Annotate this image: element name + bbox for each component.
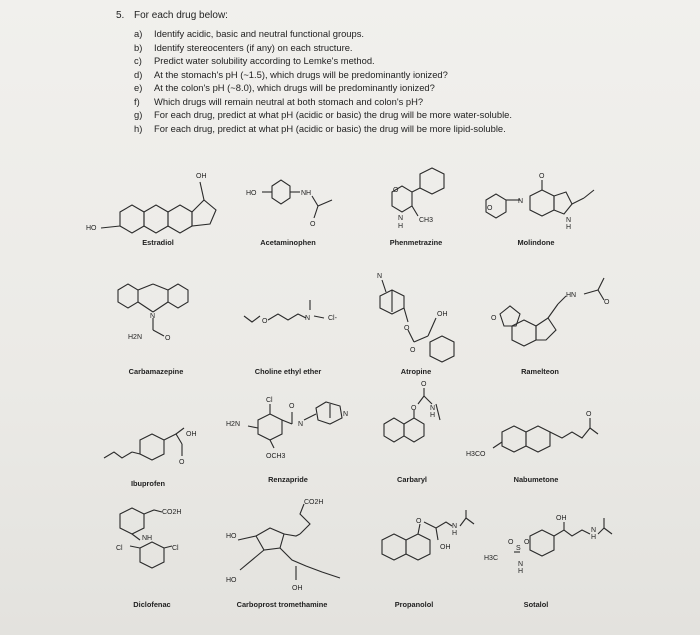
atom-label: N [398, 215, 404, 222]
atom-label: OH [186, 431, 197, 438]
atom-label: OH [292, 585, 303, 592]
drug-label: Acetaminophen [260, 238, 316, 247]
atom-label: N [305, 315, 311, 322]
carbamazepine-structure [118, 284, 188, 342]
question-header: For each drug below: [134, 10, 228, 21]
atom-label: O [410, 347, 416, 354]
phenmetrazine-structure [392, 168, 444, 230]
drug-label: Carbaryl [397, 475, 427, 484]
ibuprofen-structure [104, 428, 197, 466]
drug-label: Atropine [400, 367, 432, 376]
atom-label: Cl [116, 545, 123, 552]
drug-label: Propanolol [394, 600, 434, 609]
atom-label: O [179, 459, 185, 466]
drug-label: Ramelteon [521, 367, 559, 376]
acetaminophen-structure [246, 180, 332, 228]
question-item: e) At the colon's pH (~8.0), which drugs will be predominantly ionized? [134, 82, 435, 93]
drug-label: Molindone [517, 238, 555, 247]
atom-label: O [421, 381, 427, 388]
atom-label: H3C [484, 555, 499, 562]
carbaryl-structure [384, 381, 440, 442]
atom-label: H [398, 223, 404, 230]
diclofenac-structure [116, 508, 181, 568]
atom-label: H [591, 534, 597, 541]
atom-label: Cl [266, 397, 273, 404]
atom-label: HN [566, 292, 577, 299]
atom-label: N [591, 527, 597, 534]
drug-label: Carbamazepine [128, 367, 184, 376]
atom-label: O [262, 318, 268, 325]
atom-label: Cl- [328, 315, 337, 322]
atom-label: HO [246, 190, 257, 197]
question-number: 5. [116, 10, 125, 21]
atom-label: N [518, 198, 524, 205]
atom-label: O [487, 205, 493, 212]
drug-label: Phenmetrazine [389, 238, 443, 247]
drug-label: Sotalol [523, 600, 549, 609]
drug-label: Diclofenac [133, 600, 171, 609]
atom-label: O [604, 299, 610, 306]
atom-label: OH [556, 515, 567, 522]
drug-label: Carboprost tromethamine [236, 600, 328, 609]
atom-label: H2N [226, 421, 241, 428]
drug-label: Ibuprofen [130, 479, 166, 488]
atom-label: H [566, 224, 572, 231]
atom-label: Cl [172, 545, 179, 552]
atom-label: OH [440, 544, 451, 551]
atom-label: HO [86, 225, 97, 232]
atom-label: N [150, 313, 156, 320]
atom-label: O [165, 335, 171, 342]
atom-label: O [491, 315, 497, 322]
choline-ethyl-ether-structure [244, 300, 338, 325]
renzapride-structure [226, 397, 348, 460]
estradiol-structure [86, 173, 216, 233]
atom-label: H3CO [466, 451, 486, 458]
atom-label: N [377, 273, 383, 280]
atom-label: O [289, 403, 295, 410]
atom-label: O [524, 539, 530, 546]
question-item: g) For each drug, predict at what pH (acidic or basic) the drug will be more water-soluble. [134, 109, 512, 120]
sotalol-structure [484, 515, 612, 575]
drug-label: Nabumetone [513, 475, 559, 484]
atom-label: HO [226, 533, 237, 540]
atom-label: NH [142, 535, 153, 542]
atropine-structure [377, 273, 454, 362]
atom-label: N [566, 217, 572, 224]
carboprost-structure [226, 499, 340, 592]
atom-label: N [298, 421, 304, 428]
molindone-structure [486, 173, 594, 231]
drug-label: Renzapride [268, 475, 308, 484]
atom-label: OH [437, 311, 448, 318]
atom-label: H [452, 530, 458, 537]
atom-label: CH3 [419, 217, 434, 224]
atom-label: S [516, 545, 521, 552]
atom-label: O [416, 518, 422, 525]
atom-label: O [539, 173, 545, 180]
atom-label: H [518, 568, 524, 575]
atom-label: OCH3 [266, 453, 286, 460]
atom-label: N [452, 523, 458, 530]
atom-label: N [518, 561, 524, 568]
atom-label: N [343, 411, 349, 418]
atom-label: O [411, 405, 417, 412]
nabumetone-structure [466, 411, 598, 458]
atom-label: OH [196, 173, 207, 180]
drug-label: Choline ethyl ether [254, 367, 322, 376]
question-item: b) Identify stereocenters (if any) on each structure. [134, 41, 353, 53]
atom-label: CO2H [304, 499, 324, 506]
atom-label: O [586, 411, 592, 418]
atom-label: H2N [128, 334, 143, 341]
atom-label: O [508, 539, 514, 546]
atom-label: H [430, 412, 436, 419]
question-item: c) Predict water solubility according to Lemke's method. [134, 55, 375, 66]
question-item: a) Identify acidic, basic and neutral functional groups. [134, 28, 365, 39]
drug-label: Estradiol [142, 238, 174, 247]
atom-label: CO2H [162, 509, 182, 516]
atom-label: O [404, 325, 410, 332]
atom-label: N [430, 405, 436, 412]
question-item: h) For each drug, predict at what pH (acidic or basic) the drug will be more lipid-soluble. [134, 122, 506, 134]
atom-label: NH [301, 190, 312, 197]
atom-label: HO [226, 577, 237, 584]
propranolol-structure [382, 510, 474, 560]
atom-label: O [393, 187, 399, 194]
atom-label: O [310, 221, 316, 228]
question-item: f) Which drugs will remain neutral at both stomach and colon's pH? [134, 95, 424, 107]
question-item: d) At the stomach's pH (~1.5), which drugs will be predominantly ionized? [134, 68, 448, 80]
ramelteon-structure [491, 278, 610, 346]
